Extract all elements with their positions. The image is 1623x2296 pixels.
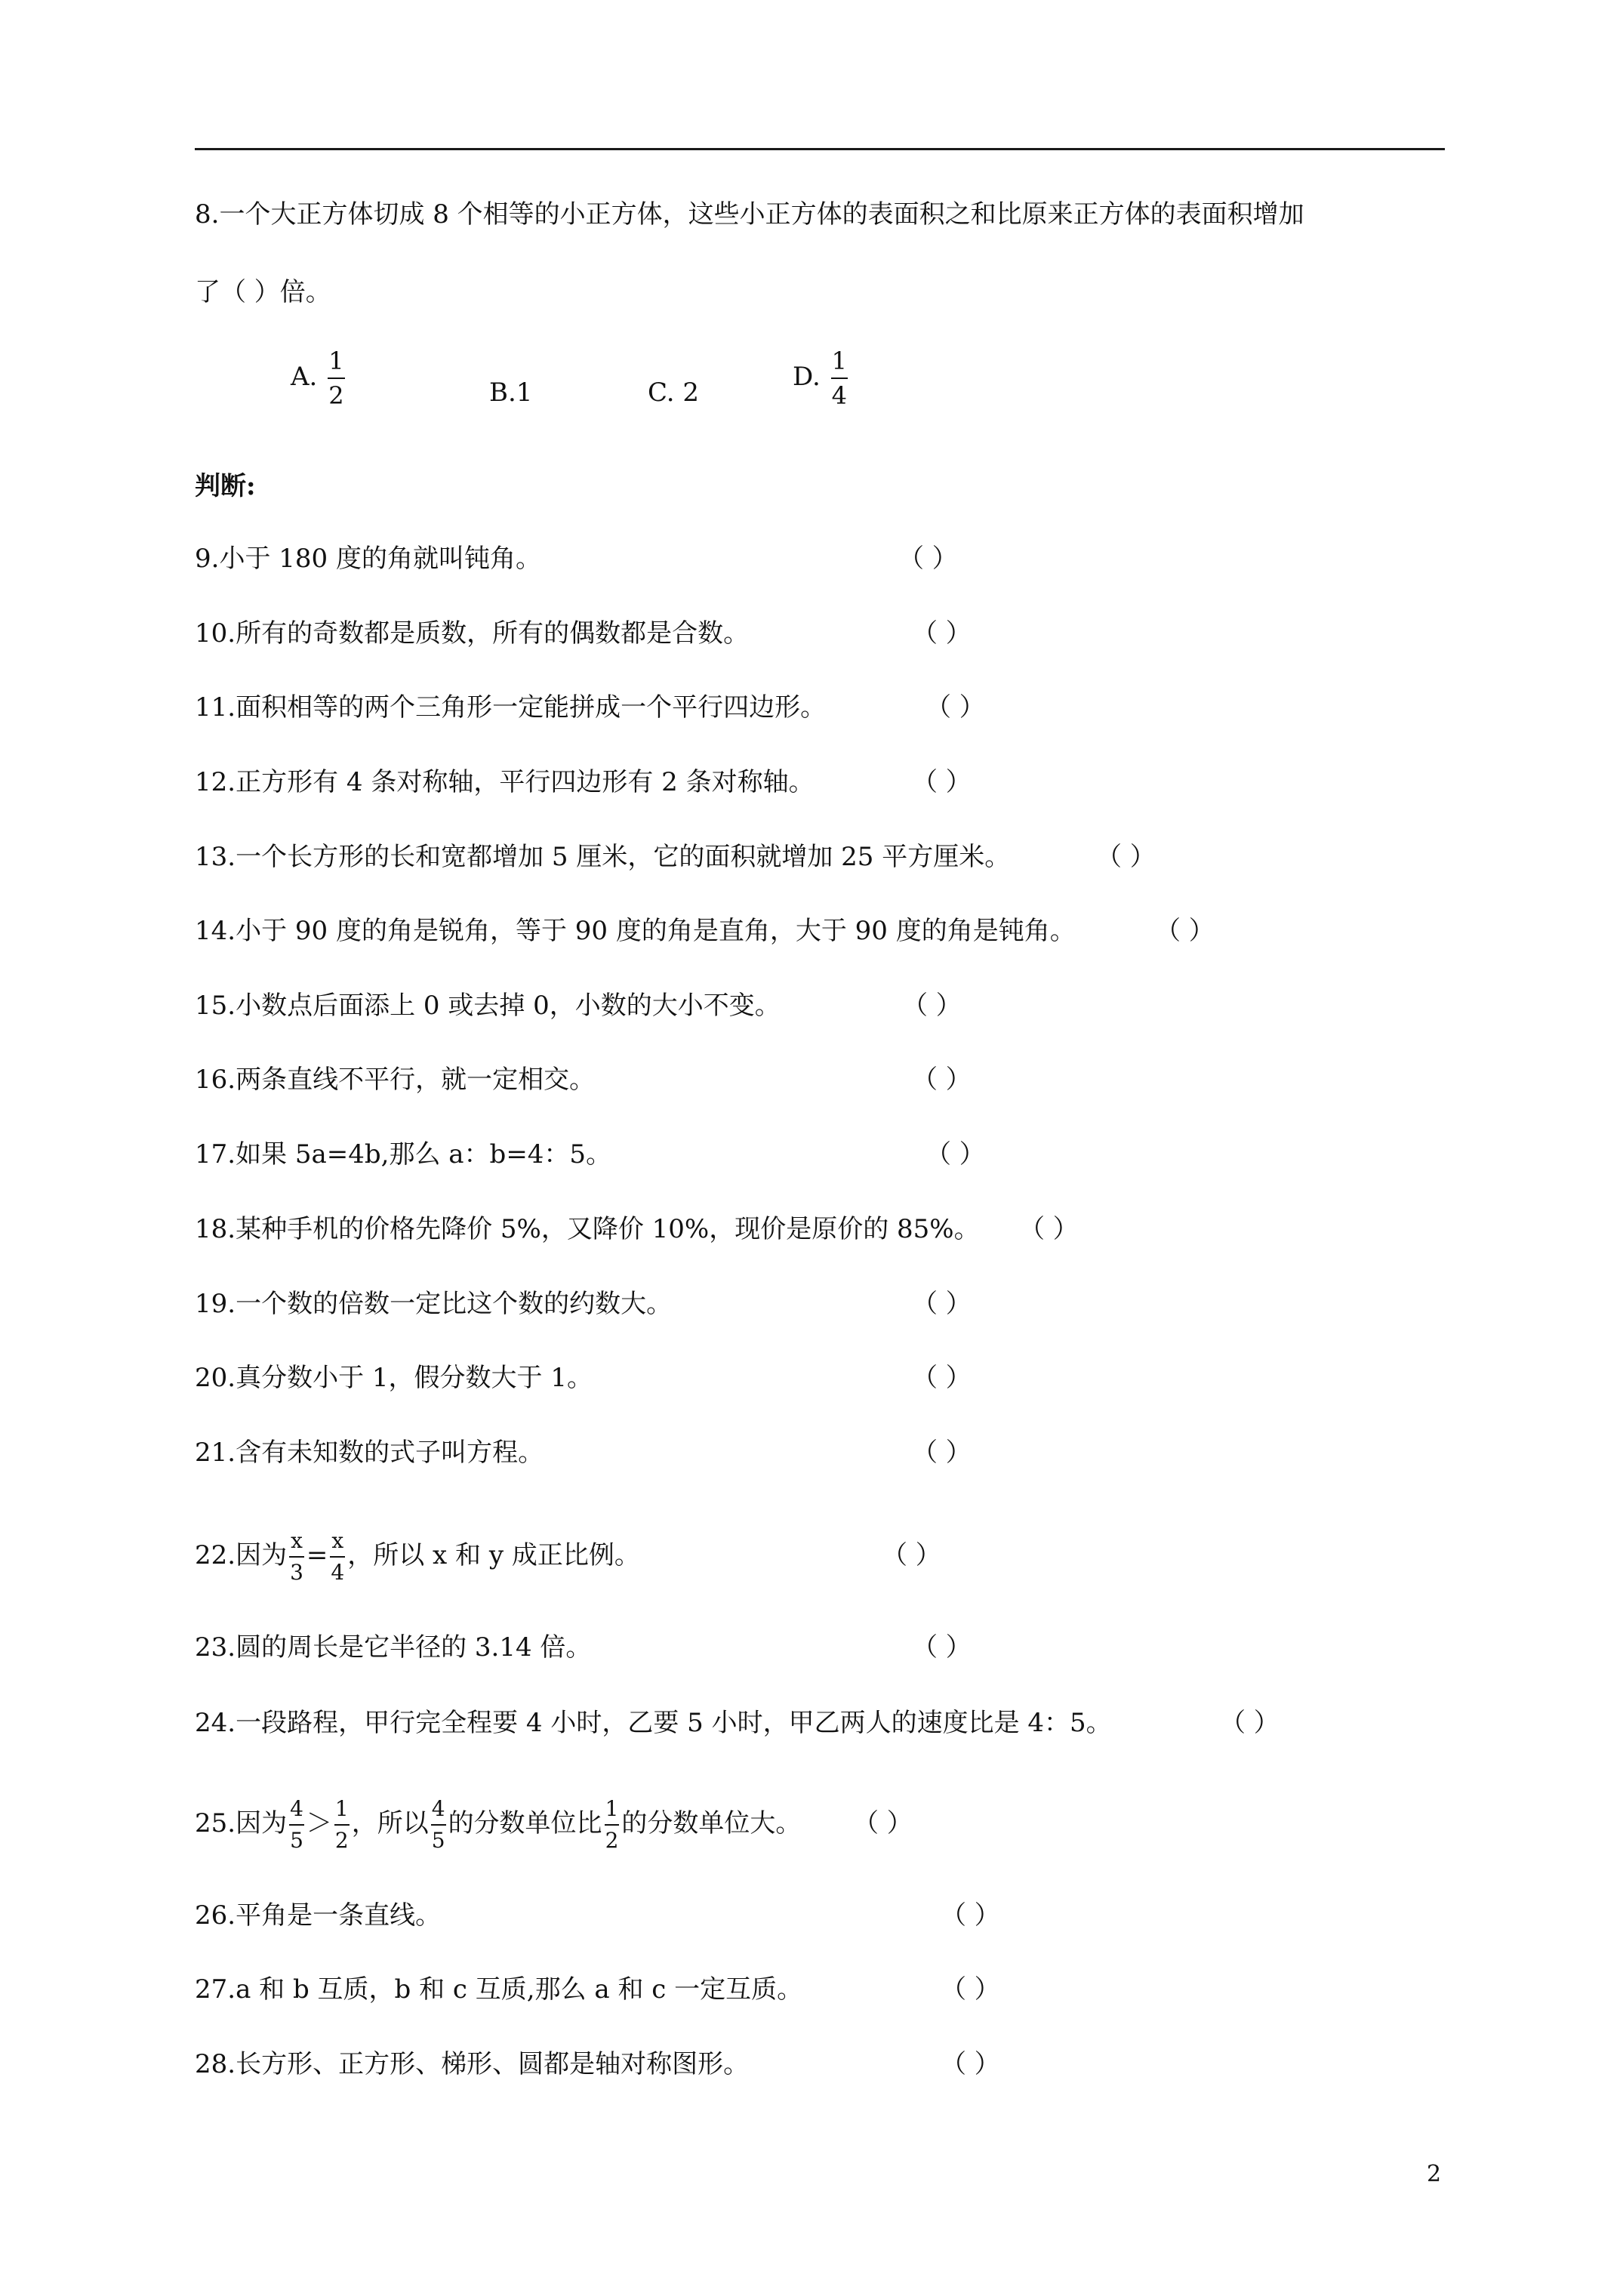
answer-blank-18: （ ） [1019,1214,1079,1244]
q22-fraction-2 [330,1530,345,1583]
q25-suffix: 的分数单位大。 [621,1808,802,1838]
header-rule [195,148,1445,150]
answer-blank-21: （ ） [912,1438,972,1468]
question-20: 20.真分数小于 1，假分数大于 1。 [195,1363,593,1393]
question-24: 24.一段路程，甲行完全程要 4 小时，乙要 5 小时，甲乙两人的速度比是 4：5。 [195,1708,1112,1738]
question-22 [195,1518,640,1593]
question-12: 12.正方形有 4 条对称轴，平行四边形有 2 条对称轴。 [195,767,815,797]
q8-option-d [793,349,850,408]
fraction-denominator: 4 [831,381,848,410]
answer-blank-24: （ ） [1220,1708,1280,1738]
q25-fraction-3 [431,1798,446,1851]
fraction-numerator: x [330,1530,345,1558]
option-a-label: A. [291,362,318,392]
q22-suffix: ，所以 x 和 y 成正比例。 [347,1540,640,1570]
q25-fraction-2 [334,1798,350,1851]
fraction-numerator: 4 [289,1798,304,1826]
fraction-denominator: 3 [290,1560,303,1585]
q25-middle-1: ，所以 [351,1808,429,1838]
fraction-denominator: 2 [334,1828,349,1853]
option-d-fraction [831,349,848,408]
question-9: 9.小于 180 度的角就叫钝角。 [195,544,541,574]
fraction-numerator: 1 [334,1798,350,1826]
option-a-fraction [328,349,344,408]
answer-blank-19: （ ） [912,1289,972,1319]
q22-prefix: 22.因为 [195,1540,288,1570]
answer-blank-22: （ ） [882,1540,941,1570]
fraction-numerator: x [289,1530,304,1558]
question-18: 18.某种手机的价格先降价 5%，又降价 10%，现价是原价的 85%。 [195,1214,980,1244]
answer-blank-11: （ ） [925,692,985,723]
q8-option-c: C. 2 [648,378,700,408]
fraction-numerator: 4 [431,1798,446,1826]
page-number: 2 [1427,2161,1442,2187]
question-25 [195,1782,801,1865]
question-28: 28.长方形、正方形、梯形、圆都是轴对称图形。 [195,2049,750,2079]
answer-blank-27: （ ） [941,1974,1000,2005]
answer-blank-25: （ ） [853,1808,913,1838]
answer-blank-12: （ ） [912,767,972,797]
answer-blank-20: （ ） [912,1363,972,1393]
fraction-numerator: 1 [328,349,344,379]
answer-blank-23: （ ） [912,1632,972,1663]
question-14: 14.小于 90 度的角是锐角，等于 90 度的角是直角，大于 90 度的角是钝角。 [195,916,1076,946]
fraction-denominator: 5 [290,1828,303,1853]
fraction-numerator: 1 [831,349,848,379]
fraction-denominator: 2 [605,1828,619,1853]
q22-fraction-1 [289,1530,304,1583]
answer-blank-28: （ ） [941,2049,1000,2079]
question-19: 19.一个数的倍数一定比这个数的约数大。 [195,1289,673,1319]
fraction-denominator: 2 [328,381,344,410]
question-26: 26.平角是一条直线。 [195,1900,442,1931]
question-27: 27.a 和 b 互质，b 和 c 互质,那么 a 和 c 一定互质。 [195,1974,803,2005]
q8-line2: 了（ ）倍。 [195,277,331,307]
question-17: 17.如果 5a=4b,那么 a：b=4：5。 [195,1139,612,1170]
q8-option-b: B.1 [489,378,533,408]
answer-blank-26: （ ） [941,1900,1000,1931]
answer-blank-10: （ ） [912,618,972,649]
answer-blank-17: （ ） [925,1139,985,1170]
q25-middle-2: 的分数单位比 [448,1808,602,1838]
question-16: 16.两条直线不平行，就一定相交。 [195,1065,596,1095]
fraction-denominator: 5 [431,1828,445,1853]
q25-fraction-4 [605,1798,620,1851]
question-11: 11.面积相等的两个三角形一定能拼成一个平行四边形。 [195,692,827,723]
question-10: 10.所有的奇数都是质数，所有的偶数都是合数。 [195,618,750,649]
answer-blank-14: （ ） [1155,916,1215,946]
answer-blank-13: （ ） [1096,842,1156,872]
question-15: 15.小数点后面添上 0 或去掉 0，小数的大小不变。 [195,991,781,1021]
answer-blank-16: （ ） [912,1065,972,1095]
q25-greater-than: ＞ [306,1808,332,1838]
q8-line1: 8.一个大正方体切成 8 个相等的小正方体，这些小正方体的表面积之和比原来正方体的表面积增加 [195,199,1304,230]
answer-blank-9: （ ） [898,544,958,574]
fraction-numerator: 1 [605,1798,620,1826]
question-21: 21.含有未知数的式子叫方程。 [195,1438,544,1468]
q25-fraction-1 [289,1798,304,1851]
q25-prefix: 25.因为 [195,1808,288,1838]
q8-option-a [291,349,347,408]
question-13: 13.一个长方形的长和宽都增加 5 厘米，它的面积就增加 25 平方厘米。 [195,842,1011,872]
option-d-label: D. [793,362,821,392]
fraction-denominator: 4 [331,1560,345,1585]
question-23: 23.圆的周长是它半径的 3.14 倍。 [195,1632,592,1663]
section-title: 判断: [195,471,256,501]
q22-equals: = [306,1540,328,1570]
answer-blank-15: （ ） [902,991,962,1021]
